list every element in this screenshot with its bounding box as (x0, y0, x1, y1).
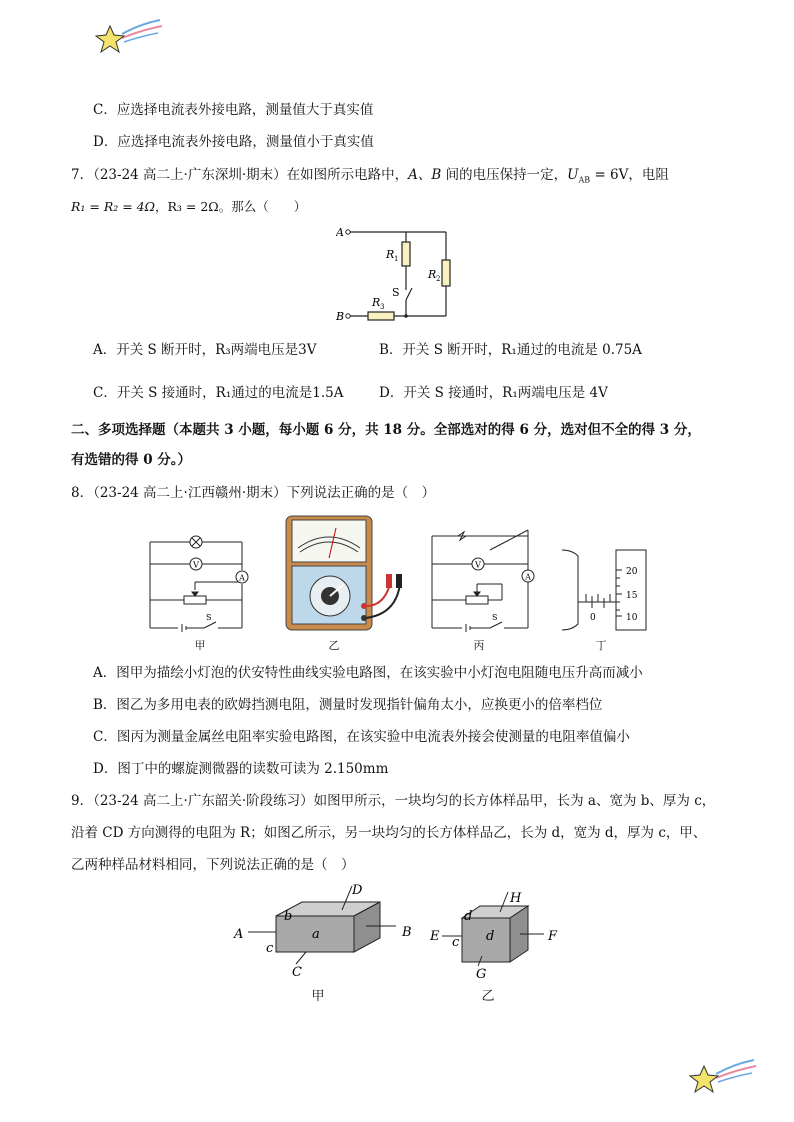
q8-option-b: B．图乙为多用电表的欧姆挡测电阻，测量时发现指针偏角太小，应换更小的倍率档位 (93, 697, 603, 713)
svg-text:20: 20 (626, 567, 638, 577)
q8-caption-jia: 甲 (194, 639, 206, 652)
q7-label-r3: R (372, 296, 381, 309)
q9-yi-f: F (548, 929, 558, 944)
q8-stem: 8．（23-24 高二上·江西赣州·期末）下列说法正确的是（ ） (71, 485, 436, 501)
q8-option-c: C．图丙为测量金属丝电阻率实验电路图，在该实验中电流表外接会使测量的电阻率值偏小 (93, 729, 630, 745)
svg-text:15: 15 (626, 591, 638, 601)
svg-text:b: b (284, 909, 293, 924)
q8-figure-ding-micrometer (556, 548, 652, 632)
q8-caption-bing: 丙 (473, 639, 485, 652)
q7-circuit-diagram (336, 220, 466, 328)
svg-text:c: c (266, 941, 274, 956)
svg-text:a: a (312, 927, 320, 942)
q8-caption-ding: 丁 (595, 639, 607, 652)
q8-figure-yi-multimeter (284, 514, 408, 632)
q7-stem-line1: 7．（23-24 高二上·广东深圳·期末）在如图所示电路中，A、B 间的电压保持一定，$U_{AB} = 6V$，电阻 (71, 167, 669, 185)
q8-caption-yi: 乙 (328, 639, 340, 652)
svg-text:S: S (492, 613, 498, 622)
section2-header-line2: 有选错的得 0 分。） (71, 452, 192, 468)
svg-text:S: S (206, 613, 212, 622)
q7-node-b: B (336, 310, 345, 323)
q9-caption-yi: 乙 (481, 989, 495, 1004)
q9-jia-a: A (234, 927, 244, 942)
svg-text:1: 1 (394, 255, 399, 263)
q7-option-b: B．开关 S 断开时，R₁通过的电流是 0.75A (379, 342, 642, 358)
q6-option-c: C．应选择电流表外接电路，测量值大于真实值 (93, 102, 374, 118)
q9-stem-line2: 沿着 CD 方向测得的电阻为 R；如图乙所示，另一块均匀的长方体样品乙，长为 d，宽为 d，厚为 c，甲、 (71, 825, 707, 841)
q9-yi-g: G (476, 967, 487, 982)
svg-text:V: V (193, 560, 199, 570)
q7-option-a: A．开关 S 断开时，R₃两端电压是3V (93, 342, 317, 358)
svg-text:A: A (525, 572, 531, 582)
q7-stem-line2: R₁ = R₂ = 4Ω，R₃ = 2Ω。那么（ ） (71, 199, 307, 214)
q9-figure-jia-block (230, 880, 420, 998)
svg-text:2: 2 (436, 275, 441, 283)
svg-text:d: d (464, 909, 473, 924)
svg-text:10: 10 (626, 613, 638, 623)
svg-text:V: V (475, 560, 481, 570)
svg-text:3: 3 (380, 303, 385, 311)
svg-text:c: c (452, 935, 460, 950)
q9-jia-d: D (352, 883, 363, 898)
q9-jia-b: B (402, 925, 412, 940)
q7-label-s: S (392, 286, 400, 299)
q7-node-a: A (336, 226, 344, 239)
svg-text:d: d (486, 929, 495, 944)
q9-jia-c: C (292, 965, 302, 980)
section2-header-line1: 二、多项选择题（本题共 3 小题，每小题 6 分，共 18 分。全部选对的得 6 分，选对但不全的得 3 分， (71, 422, 701, 438)
q6-option-d: D．应选择电流表外接电路，测量值小于真实值 (93, 134, 374, 150)
q9-stem-line3: 乙两种样品材料相同，下列说法正确的是（ ） (71, 857, 355, 873)
q8-option-a: A．图甲为描绘小灯泡的伏安特性曲线实验电路图，在该实验中小灯泡电阻随电压升高而减小 (93, 665, 643, 681)
q7-option-d: D．开关 S 接通时，R₁两端电压是 4V (379, 385, 608, 401)
q9-stem-line1: 9．（23-24 高二上·广东韶关·阶段练习）如图甲所示，一块均匀的长方体样品甲，长为 a、宽为 b、厚为 c， (71, 793, 716, 809)
q8-figure-jia (146, 532, 252, 632)
svg-text:0: 0 (590, 613, 596, 623)
svg-text:A: A (239, 573, 245, 583)
q9-figure-yi-block (424, 884, 574, 984)
star-decoration-bottom-icon (686, 1056, 758, 1100)
star-decoration-icon (92, 16, 164, 60)
q7-label-r1: R (386, 248, 395, 261)
q8-figure-bing (428, 526, 538, 632)
q8-option-d: D．图丁中的螺旋测微器的读数可读为 2.150mm (93, 761, 389, 777)
q9-caption-jia: 甲 (311, 989, 325, 1004)
q9-yi-h: H (510, 891, 522, 906)
q7-label-r2: R (428, 268, 437, 281)
q7-option-c: C．开关 S 接通时，R₁通过的电流是1.5A (93, 385, 344, 401)
q9-yi-e: E (430, 929, 440, 944)
